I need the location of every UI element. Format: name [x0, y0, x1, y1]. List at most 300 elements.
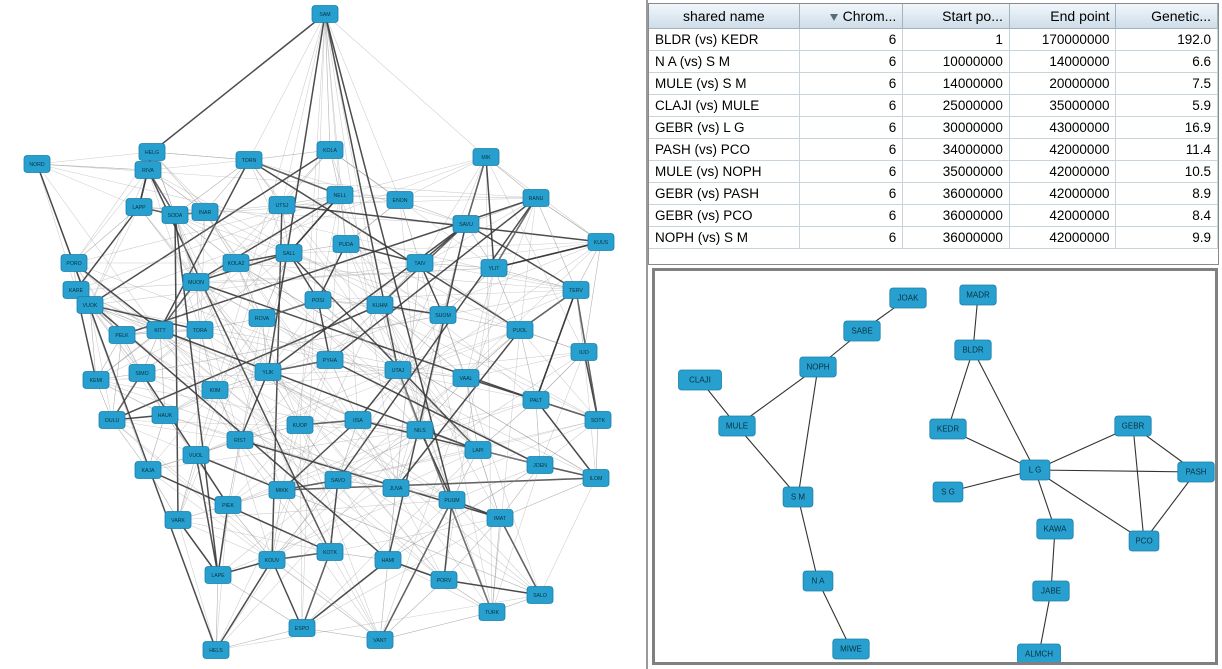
- network-node-label: NORD: [29, 161, 45, 168]
- network-node[interactable]: [83, 372, 109, 389]
- table-row[interactable]: [649, 51, 1218, 73]
- cell-shared-name[interactable]: GEBR (vs) L G: [649, 117, 799, 139]
- table-row[interactable]: [649, 161, 1218, 183]
- network-node-label: PORO: [66, 260, 82, 267]
- network-node-label: RIST: [234, 437, 246, 444]
- filter-icon[interactable]: [830, 13, 839, 22]
- network-node[interactable]: [259, 552, 285, 569]
- network-node[interactable]: [955, 340, 991, 360]
- network-node-label: S M: [790, 492, 806, 502]
- network-node-label: HAMI: [381, 557, 395, 564]
- network-node[interactable]: [333, 236, 359, 253]
- network-node-label: MIK: [481, 154, 491, 161]
- column-header-endpoint[interactable]: [1009, 4, 1116, 29]
- haplotype-table-panel[interactable]: [648, 3, 1219, 265]
- network-node[interactable]: [783, 487, 813, 507]
- network-edge: [494, 242, 601, 268]
- network-node-label: IMAT: [493, 515, 507, 522]
- network-node[interactable]: [276, 245, 302, 262]
- network-node-label: KUUS: [593, 239, 609, 246]
- network-node-label: YLIK: [262, 369, 274, 376]
- cell-start-point[interactable]: 36000000: [903, 227, 1010, 249]
- network-node-label: OULU: [104, 417, 120, 424]
- network-edge: [536, 400, 540, 465]
- network-node[interactable]: [249, 310, 275, 327]
- network-node[interactable]: [844, 321, 880, 341]
- network-node[interactable]: [507, 322, 533, 339]
- network-node-label: PUDA: [338, 241, 354, 248]
- network-node-label: LAPI: [472, 447, 484, 454]
- network-edge: [798, 497, 818, 581]
- network-node[interactable]: [933, 482, 963, 502]
- network-node-label: KUHM: [372, 302, 388, 309]
- network-node[interactable]: [139, 144, 165, 161]
- network-node-label: JABE: [1040, 586, 1062, 596]
- network-node[interactable]: [187, 322, 213, 339]
- network-edge: [152, 152, 249, 160]
- network-node-label: PYHA: [322, 357, 338, 364]
- network-node[interactable]: [255, 364, 281, 381]
- network-node-label: KOLA2: [227, 260, 245, 267]
- cell-end-point[interactable]: 42000000: [1009, 227, 1116, 249]
- network-node[interactable]: [571, 344, 597, 361]
- column-header-startpo[interactable]: [903, 4, 1010, 29]
- cell-start-point[interactable]: 35000000: [903, 161, 1010, 183]
- network-node-label: PASH: [1185, 467, 1207, 477]
- network-node[interactable]: [583, 470, 609, 487]
- network-node-label: INAR: [198, 209, 212, 216]
- network-node-label: SOTK: [590, 417, 606, 424]
- column-header-genetic[interactable]: [1116, 4, 1218, 29]
- cell-chromosome[interactable]: 6: [799, 117, 903, 139]
- cell-shared-name[interactable]: BLDR (vs) KEDR: [649, 29, 799, 51]
- network-node-label: PUOL: [512, 327, 528, 334]
- network-node-label: SALO: [533, 592, 547, 599]
- table-row[interactable]: [649, 73, 1218, 95]
- network-node-label: LAPE: [211, 572, 225, 579]
- network-node[interactable]: [1033, 581, 1069, 601]
- network-node-label: JUVA: [389, 485, 403, 492]
- cell-genetic[interactable]: 6.6: [1116, 51, 1218, 73]
- network-edge: [380, 500, 452, 640]
- cell-shared-name[interactable]: MULE (vs) NOPH: [649, 161, 799, 183]
- cell-chromosome[interactable]: 6: [799, 183, 903, 205]
- network-node-label: ENON: [392, 197, 408, 204]
- network-node[interactable]: [383, 480, 409, 497]
- network-node[interactable]: [202, 382, 228, 399]
- network-node[interactable]: [205, 567, 231, 584]
- network-edge: [272, 560, 380, 640]
- network-edge: [74, 170, 148, 263]
- cell-chromosome[interactable]: 6: [799, 161, 903, 183]
- network-node[interactable]: [61, 255, 87, 272]
- network-node[interactable]: [375, 552, 401, 569]
- network-node-label: VUOK: [82, 302, 98, 309]
- network-node-label: KOUV: [264, 557, 280, 564]
- cell-shared-name[interactable]: MULE (vs) S M: [649, 73, 799, 95]
- network-node[interactable]: [24, 156, 50, 173]
- network-edge: [178, 520, 216, 650]
- column-header-label: End point: [1050, 8, 1110, 24]
- network-node[interactable]: [385, 362, 411, 379]
- network-node[interactable]: [165, 512, 191, 529]
- network-node[interactable]: [325, 472, 351, 489]
- network-edge: [268, 300, 318, 372]
- network-node-label: TERV: [569, 287, 583, 294]
- cell-genetic[interactable]: 10.5: [1116, 161, 1218, 183]
- network-node[interactable]: [135, 462, 161, 479]
- table-row[interactable]: [649, 183, 1218, 205]
- network-node[interactable]: [183, 447, 209, 464]
- network-edge: [478, 450, 500, 518]
- network-node[interactable]: [317, 544, 343, 561]
- network-node-label: TURK: [484, 609, 500, 616]
- network-edge: [152, 152, 420, 430]
- network-node[interactable]: [890, 288, 926, 308]
- cell-start-point[interactable]: 36000000: [903, 183, 1010, 205]
- network-node-label: NOPH: [806, 362, 830, 372]
- network-node[interactable]: [803, 571, 833, 591]
- network-node[interactable]: [473, 149, 499, 166]
- network-node[interactable]: [183, 274, 209, 291]
- network-node-label: CLAJI: [689, 375, 711, 385]
- network-edge: [540, 478, 596, 595]
- network-node-label: KOTK: [322, 549, 338, 556]
- cell-start-point[interactable]: 25000000: [903, 95, 1010, 117]
- network-node[interactable]: [367, 297, 393, 314]
- network-node-label: UTAJ: [391, 367, 405, 374]
- network-node-label: HELS: [209, 647, 223, 654]
- network-node-label: SALL: [282, 250, 296, 257]
- network-edge: [388, 465, 540, 560]
- cell-end-point[interactable]: 42000000: [1009, 161, 1116, 183]
- network-node[interactable]: [387, 192, 413, 209]
- cell-shared-name[interactable]: NOPH (vs) S M: [649, 227, 799, 249]
- network-node-label: L G: [1028, 465, 1042, 475]
- cell-shared-name[interactable]: CLAJI (vs) MULE: [649, 95, 799, 117]
- cell-shared-name[interactable]: GEBR (vs) PCO: [649, 205, 799, 227]
- network-node[interactable]: [833, 639, 869, 659]
- network-node[interactable]: [109, 327, 135, 344]
- network-node[interactable]: [800, 357, 836, 377]
- cell-shared-name[interactable]: GEBR (vs) PASH: [649, 183, 799, 205]
- network-node[interactable]: [479, 604, 505, 621]
- network-edge: [737, 426, 798, 497]
- network-node[interactable]: [63, 282, 89, 299]
- column-header-label: Genetic...: [1151, 8, 1211, 24]
- network-node[interactable]: [431, 572, 457, 589]
- network-node[interactable]: [152, 407, 178, 424]
- network-node[interactable]: [215, 497, 241, 514]
- network-node-label: TORN: [241, 157, 257, 164]
- network-node-label: PUUM: [444, 497, 460, 504]
- network-node[interactable]: [679, 370, 722, 390]
- network-edge: [584, 352, 598, 420]
- cell-shared-name[interactable]: PASH (vs) PCO: [649, 139, 799, 161]
- network-node[interactable]: [287, 417, 313, 434]
- column-header-chrom[interactable]: [799, 4, 903, 29]
- cell-end-point[interactable]: 42000000: [1009, 183, 1116, 205]
- network-edge: [798, 367, 818, 497]
- table-row[interactable]: [649, 205, 1218, 227]
- network-node-label: KARE: [68, 287, 84, 294]
- cell-genetic[interactable]: 192.0: [1116, 29, 1218, 51]
- network-node-label: N A: [811, 576, 825, 586]
- network-node[interactable]: [523, 392, 549, 409]
- network-node-label: HAUK: [157, 412, 173, 419]
- network-node-label: RIVA: [142, 167, 154, 174]
- network-node[interactable]: [1018, 644, 1061, 662]
- cell-chromosome[interactable]: 6: [799, 29, 903, 51]
- network-node-label: JOAK: [897, 293, 919, 303]
- network-edge: [268, 14, 325, 372]
- network-node-label: HELG: [144, 149, 160, 156]
- cell-genetic[interactable]: 16.9: [1116, 117, 1218, 139]
- network-edge: [380, 612, 492, 640]
- cell-chromosome[interactable]: 6: [799, 139, 903, 161]
- network-edge: [300, 425, 302, 628]
- network-node[interactable]: [147, 322, 173, 339]
- network-edge: [973, 350, 1035, 470]
- network-node[interactable]: [481, 260, 507, 277]
- network-node-label: NELL: [333, 192, 347, 199]
- network-edge: [90, 207, 139, 305]
- network-node-label: KEMI: [89, 377, 103, 384]
- network-node[interactable]: [719, 416, 755, 436]
- network-edge: [325, 14, 486, 157]
- table-header-row: [649, 4, 1218, 29]
- network-node-label: PORV: [436, 577, 452, 584]
- network-node[interactable]: [192, 204, 218, 221]
- network-edge: [536, 290, 576, 400]
- network-node-label: PCO: [1135, 536, 1153, 546]
- network-node-label: TORA: [192, 327, 208, 334]
- column-header-label: shared name: [683, 8, 765, 24]
- network-node-label: PALT: [529, 397, 543, 404]
- network-edge: [37, 152, 152, 164]
- network-node-label: VANT: [373, 637, 387, 644]
- network-node[interactable]: [317, 352, 343, 369]
- network-node[interactable]: [223, 255, 249, 272]
- cell-start-point[interactable]: 10000000: [903, 51, 1010, 73]
- cell-chromosome[interactable]: 6: [799, 51, 903, 73]
- network-node[interactable]: [1020, 460, 1050, 480]
- network-edge: [388, 488, 396, 560]
- network-edge: [466, 352, 584, 378]
- network-node[interactable]: [453, 370, 479, 387]
- cell-genetic[interactable]: 9.9: [1116, 227, 1218, 249]
- detail-network-view[interactable]: [652, 268, 1218, 665]
- network-node[interactable]: [305, 292, 331, 309]
- network-node[interactable]: [563, 282, 589, 299]
- network-edge: [178, 520, 330, 552]
- network-node-label: SUOM: [435, 312, 451, 319]
- network-node[interactable]: [453, 216, 479, 233]
- network-node-label: VUOL: [188, 452, 204, 459]
- cell-start-point[interactable]: 1: [903, 29, 1010, 51]
- cell-chromosome[interactable]: 6: [799, 227, 903, 249]
- network-node-label: KEDR: [936, 424, 960, 434]
- cell-chromosome[interactable]: 6: [799, 95, 903, 117]
- cell-genetic[interactable]: 5.9: [1116, 95, 1218, 117]
- network-node-label: ESPO: [294, 625, 310, 632]
- network-node-label: KAWA: [1043, 524, 1067, 534]
- network-node[interactable]: [77, 297, 103, 314]
- network-edge: [948, 350, 973, 429]
- network-node-label: TAIV: [414, 260, 426, 267]
- cell-start-point[interactable]: 34000000: [903, 139, 1010, 161]
- network-node-label: MIKK: [275, 487, 289, 494]
- network-node[interactable]: [1129, 531, 1159, 551]
- network-edge: [37, 164, 216, 650]
- cell-shared-name[interactable]: N A (vs) S M: [649, 51, 799, 73]
- column-header-sharedname[interactable]: [649, 4, 799, 29]
- network-node-label: IISA: [353, 417, 363, 424]
- network-node-label: YLIT: [488, 265, 500, 272]
- network-node[interactable]: [487, 510, 513, 527]
- network-node[interactable]: [407, 255, 433, 272]
- detail-network-canvas[interactable]: [655, 271, 1215, 662]
- network-node-label: ILOM: [589, 475, 603, 482]
- network-edge: [325, 14, 400, 200]
- network-node-label: UTSJ: [275, 202, 289, 209]
- cell-genetic[interactable]: 8.4: [1116, 205, 1218, 227]
- network-node[interactable]: [588, 234, 614, 251]
- cell-chromosome[interactable]: 6: [799, 205, 903, 227]
- network-node[interactable]: [162, 207, 188, 224]
- cell-start-point[interactable]: 30000000: [903, 117, 1010, 139]
- network-edge: [152, 152, 205, 212]
- network-node[interactable]: [99, 412, 125, 429]
- network-edge: [282, 205, 601, 242]
- cell-genetic[interactable]: 7.5: [1116, 73, 1218, 95]
- network-edge: [340, 157, 486, 195]
- network-node-label: JOEN: [533, 462, 547, 469]
- cell-end-point[interactable]: 42000000: [1009, 139, 1116, 161]
- network-node[interactable]: [1115, 416, 1151, 436]
- network-node-label: LAPP: [132, 204, 146, 211]
- network-node[interactable]: [430, 307, 456, 324]
- network-node[interactable]: [407, 422, 433, 439]
- network-node[interactable]: [269, 482, 295, 499]
- network-node[interactable]: [312, 6, 338, 23]
- network-node-label: ALMCH: [1024, 649, 1054, 659]
- network-node[interactable]: [585, 412, 611, 429]
- network-node-label: SAVO: [330, 477, 346, 484]
- table-row[interactable]: [649, 29, 1218, 51]
- network-node[interactable]: [523, 190, 549, 207]
- network-node[interactable]: [129, 365, 155, 382]
- table-row[interactable]: [649, 139, 1218, 161]
- network-node-label: NILS: [414, 427, 426, 434]
- network-node[interactable]: [439, 492, 465, 509]
- cell-start-point[interactable]: 14000000: [903, 73, 1010, 95]
- network-node-label: IIJO: [579, 349, 589, 356]
- network-edge: [330, 488, 396, 552]
- network-node-label: KAJA: [141, 467, 155, 474]
- network-node[interactable]: [1178, 462, 1214, 482]
- cell-chromosome[interactable]: 6: [799, 73, 903, 95]
- network-edge: [1035, 470, 1196, 472]
- network-edge: [380, 580, 444, 640]
- network-node[interactable]: [465, 442, 491, 459]
- network-node-label: SIMO: [135, 370, 149, 377]
- network-edge: [500, 518, 540, 595]
- cell-genetic[interactable]: 11.4: [1116, 139, 1218, 161]
- network-node-label: KIIM: [209, 387, 221, 394]
- network-node[interactable]: [960, 285, 996, 305]
- network-node-label: MIWE: [840, 644, 862, 654]
- network-node-label: SABE: [851, 326, 873, 336]
- network-node-label: MADR: [966, 290, 990, 300]
- network-edge: [466, 157, 486, 224]
- network-node[interactable]: [317, 142, 343, 159]
- cell-end-point[interactable]: 20000000: [1009, 73, 1116, 95]
- network-node[interactable]: [269, 197, 295, 214]
- network-node-label: BLDR: [962, 345, 984, 355]
- column-header-label: Chrom...: [842, 8, 897, 24]
- network-node-label: SODA: [167, 212, 183, 219]
- network-node-label: MULE: [725, 421, 749, 431]
- network-node-label: POSI: [311, 297, 325, 304]
- network-node-label: RANU: [528, 195, 544, 202]
- network-node[interactable]: [126, 199, 152, 216]
- network-node-label: ROVA: [254, 315, 270, 322]
- network-node[interactable]: [135, 162, 161, 179]
- network-node-label: VARK: [171, 517, 185, 524]
- network-node[interactable]: [227, 432, 253, 449]
- network-node-label: KUOP: [292, 422, 308, 429]
- cell-genetic[interactable]: 8.9: [1116, 183, 1218, 205]
- cell-end-point[interactable]: 14000000: [1009, 51, 1116, 73]
- table-row[interactable]: [649, 117, 1218, 139]
- network-edge: [576, 290, 584, 352]
- network-edge: [500, 478, 596, 518]
- network-node[interactable]: [236, 152, 262, 169]
- network-node-label: VAAL: [459, 375, 473, 382]
- network-edge: [152, 14, 325, 152]
- network-node[interactable]: [527, 587, 553, 604]
- network-node-label: PELK: [115, 332, 129, 339]
- network-edge: [37, 164, 148, 170]
- network-node[interactable]: [527, 457, 553, 474]
- network-edge: [494, 268, 520, 330]
- network-node[interactable]: [1037, 519, 1073, 539]
- cell-end-point[interactable]: 170000000: [1009, 29, 1116, 51]
- network-node[interactable]: [327, 187, 353, 204]
- network-edge: [160, 160, 249, 330]
- network-node-label: S G: [941, 487, 955, 497]
- network-node-label: SAM: [319, 11, 331, 18]
- cell-end-point[interactable]: 42000000: [1009, 205, 1116, 227]
- network-edge: [272, 560, 302, 628]
- network-node-label: GEBR: [1121, 421, 1145, 431]
- haplotype-table[interactable]: [649, 4, 1218, 249]
- network-edge: [330, 360, 358, 420]
- network-node-label: KITT: [154, 327, 166, 334]
- cell-end-point[interactable]: 43000000: [1009, 117, 1116, 139]
- table-body[interactable]: [649, 29, 1218, 249]
- network-node[interactable]: [930, 419, 966, 439]
- cell-end-point[interactable]: 35000000: [1009, 95, 1116, 117]
- network-node[interactable]: [203, 642, 229, 659]
- table-row[interactable]: [649, 227, 1218, 249]
- network-node[interactable]: [367, 632, 393, 649]
- network-node[interactable]: [345, 412, 371, 429]
- table-row[interactable]: [649, 95, 1218, 117]
- cell-start-point[interactable]: 36000000: [903, 205, 1010, 227]
- network-node[interactable]: [289, 620, 315, 637]
